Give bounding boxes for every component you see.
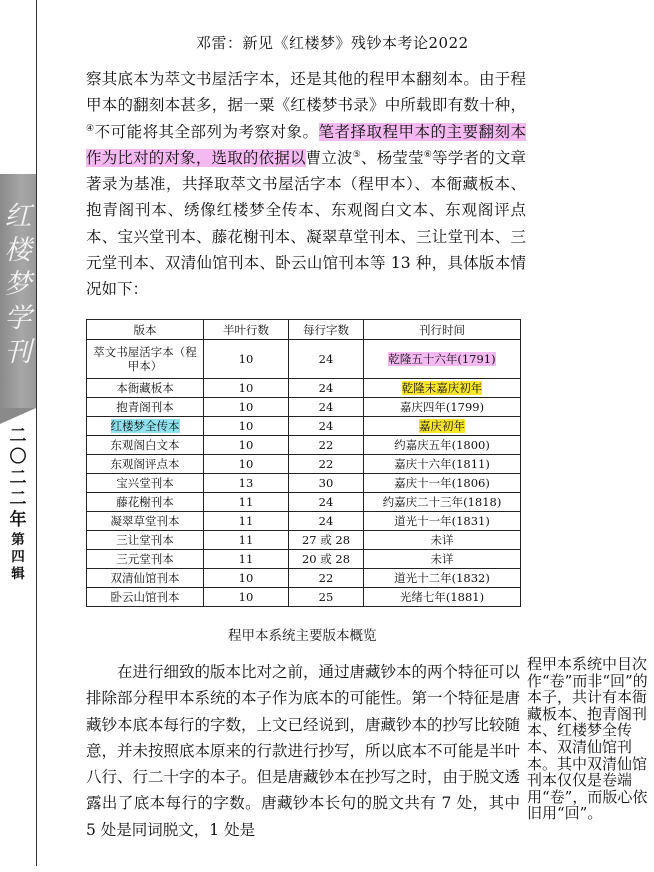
lines-per-half-leaf-cell-text: 10 — [238, 571, 254, 585]
lines-per-half-leaf-cell-text: 13 — [238, 476, 254, 490]
chars-per-line-cell-text: 20 或 28 — [301, 552, 351, 566]
publication-date-cell-text: 未详 — [430, 533, 454, 547]
lines-per-half-leaf-cell-text: 11 — [238, 533, 254, 547]
year-char: 〇 — [9, 447, 27, 467]
edition-name-cell-text: 东观阁白文本 — [110, 438, 180, 452]
lines-per-half-leaf-cell — [204, 512, 289, 531]
edition-name-cell — [87, 588, 204, 607]
chars-per-line-cell — [289, 436, 364, 455]
year-char: 二 — [9, 468, 27, 488]
publication-date-cell — [364, 493, 521, 512]
lines-per-half-leaf-cell-text: 10 — [238, 352, 254, 366]
para1-text: 等学者的文章著录为基准，共择取萃文书屋活字本（程甲本）、本衙藏板本、抱青阁刊本、绣像红楼梦全传本、东观阁白文本、东观阁评点本、宝兴堂刊本、藤花榭刊本、凝翠草堂刊本、三让堂刊本、三元堂刊本、双清仙馆刊本、卧云山馆刊本等 13 种，具体版本情况如下： — [86, 148, 526, 299]
publication-date-cell-text: 嘉庆十一年(1806) — [394, 476, 490, 490]
publication-date-cell-text: 约嘉庆二十三年(1818) — [382, 495, 502, 509]
body-paragraph-2: 在进行细致的版本比对之前，通过唐藏钞本的两个特征可以排除部分程甲本系统的本子作为底本的可能性。第一个特征是唐藏钞本底本每行的字数，上文已经说到，唐藏钞本的抄写比较随意，并未按照底本原来的行款进行抄写，所以底本不可能是半叶八行、行二十字的本子。但是唐藏钞本在抄写之时，由于脱文透露出了底本每行的字数。唐藏钞本长句的脱文共有 7 处，其中 5 处是同词脱文，1 处是 — [86, 663, 521, 839]
table-row — [87, 474, 521, 493]
lines-per-half-leaf-cell-text: 11 — [238, 514, 254, 528]
lines-per-half-leaf-cell-text: 10 — [238, 438, 254, 452]
lines-per-half-leaf-cell-text: 11 — [238, 495, 254, 509]
publication-date-cell-text: 嘉庆十六年(1811) — [394, 457, 490, 471]
publication-date-cell — [364, 531, 521, 550]
lines-per-half-leaf-cell-text: 10 — [238, 590, 254, 604]
lines-per-half-leaf-cell — [204, 417, 289, 436]
chars-per-line-cell-text: 22 — [318, 571, 334, 585]
lines-per-half-leaf-cell-text: 11 — [238, 552, 254, 566]
edition-name-cell — [87, 550, 204, 569]
journal-title-char: 学 — [4, 303, 32, 334]
chars-per-line-cell-text: 30 — [318, 476, 334, 490]
page-edge-line — [36, 0, 37, 866]
publication-date-cell — [364, 340, 521, 379]
publication-date-cell-text: 乾隆末嘉庆初年 — [401, 381, 483, 395]
chars-per-line-cell-text: 27 或 28 — [301, 533, 351, 547]
table-row — [87, 493, 521, 512]
table-row — [87, 436, 521, 455]
chars-per-line-cell — [289, 474, 364, 493]
publication-date-cell-text: 嘉庆四年(1799) — [399, 400, 485, 414]
table-row — [87, 512, 521, 531]
publication-date-cell — [364, 569, 521, 588]
chars-per-line-cell — [289, 379, 364, 398]
publication-date-cell-text: 乾隆五十六年(1791) — [388, 352, 496, 366]
publication-date-cell-text: 光绪七年(1881) — [399, 590, 485, 604]
running-header: 邓雷：新见《红楼梦》残钞本考论2022 — [196, 34, 469, 52]
para1-text: 曹立波 — [305, 148, 353, 167]
publication-date-cell — [364, 398, 521, 417]
lines-per-half-leaf-cell — [204, 588, 289, 607]
highlighted-sentence: 笔者择取程甲本的主要翻刻本作为比对的对象，选取的依据以 — [86, 122, 526, 167]
year-char: 二 — [9, 426, 27, 446]
table-row — [87, 531, 521, 550]
chars-per-line-cell-text: 24 — [318, 400, 334, 414]
edition-name-cell-text: 双清仙馆刊本 — [110, 571, 180, 585]
para1-text: 察其底本为萃文书屋活字本，还是其他的程甲本翻刻本。由于程甲本的翻刻本甚多，据一粟《红楼梦书录》中所载即有数十种， — [86, 70, 526, 115]
lines-per-half-leaf-cell — [204, 531, 289, 550]
edition-name-cell-text: 红楼梦全传本 — [110, 419, 180, 433]
editions-table — [86, 319, 521, 607]
edition-name-cell-text: 藤花榭刊本 — [116, 495, 174, 509]
lines-per-half-leaf-cell-text: 10 — [238, 457, 254, 471]
column-header: 版本 — [87, 320, 204, 340]
edition-name-cell — [87, 340, 204, 379]
edition-name-cell — [87, 474, 204, 493]
chars-per-line-cell — [289, 417, 364, 436]
column-header: 刊行时间 — [364, 320, 521, 340]
lines-per-half-leaf-cell — [204, 398, 289, 417]
column-header: 半叶行数 — [204, 320, 289, 340]
journal-title-char: 楼 — [4, 235, 32, 266]
table-row — [87, 379, 521, 398]
publication-date-cell — [364, 474, 521, 493]
journal-title-char: 刊 — [4, 337, 32, 368]
edition-name-cell — [87, 493, 204, 512]
publication-date-cell — [364, 436, 521, 455]
lines-per-half-leaf-cell-text: 10 — [238, 381, 254, 395]
table-caption: 程甲本系统主要版本概览 — [228, 628, 377, 644]
issue-char: 辑 — [11, 566, 25, 582]
edition-name-cell-text: 本衙藏板本 — [116, 381, 174, 395]
chars-per-line-cell-text: 24 — [318, 381, 334, 395]
publication-date-cell-text: 嘉庆初年 — [419, 419, 465, 433]
lines-per-half-leaf-cell-text: 10 — [238, 419, 254, 433]
chars-per-line-cell — [289, 455, 364, 474]
lines-per-half-leaf-cell-text: 10 — [238, 400, 254, 414]
edition-name-cell — [87, 512, 204, 531]
publication-date-cell-text: 道光十二年(1832) — [394, 571, 490, 585]
edition-name-cell — [87, 531, 204, 550]
chars-per-line-cell-text: 24 — [318, 352, 334, 366]
publication-date-cell-text: 未详 — [430, 552, 454, 566]
para1-text: 不可能将其全部列为考察对象。 — [94, 122, 319, 141]
journal-year-vertical — [5, 426, 31, 531]
edition-name-cell-text: 三让堂刊本 — [116, 533, 174, 547]
edition-name-cell — [87, 417, 204, 436]
edition-name-cell-text: 三元堂刊本 — [116, 552, 174, 566]
chars-per-line-cell-text: 22 — [318, 438, 334, 452]
publication-date-cell-text: 约嘉庆五年(1800) — [394, 438, 490, 452]
lines-per-half-leaf-cell — [204, 379, 289, 398]
publication-date-cell — [364, 550, 521, 569]
journal-title-char: 梦 — [4, 269, 32, 300]
edition-name-cell — [87, 436, 204, 455]
body-paragraph-1 — [86, 66, 526, 303]
edition-name-cell — [87, 455, 204, 474]
lines-per-half-leaf-cell — [204, 455, 289, 474]
publication-date-cell — [364, 417, 521, 436]
journal-issue-vertical — [5, 532, 31, 583]
chars-per-line-cell-text: 25 — [318, 590, 334, 604]
edition-name-cell-text: 萃文书屋活字本（程甲本） — [93, 345, 197, 373]
issue-char: 第 — [11, 532, 25, 548]
table-row — [87, 340, 521, 379]
lines-per-half-leaf-cell — [204, 550, 289, 569]
footnote-ref-6[interactable]: ⑥ — [423, 149, 433, 160]
chars-per-line-cell — [289, 569, 364, 588]
table-row — [87, 550, 521, 569]
edition-name-cell — [87, 379, 204, 398]
chars-per-line-cell — [289, 588, 364, 607]
chars-per-line-cell-text: 22 — [318, 457, 334, 471]
table-row — [87, 398, 521, 417]
edition-name-cell-text: 宝兴堂刊本 — [116, 476, 174, 490]
table-row — [87, 588, 521, 607]
publication-date-cell-text: 道光十一年(1831) — [394, 514, 490, 528]
publication-date-cell — [364, 512, 521, 531]
chars-per-line-cell — [289, 398, 364, 417]
issue-char: 四 — [11, 549, 25, 565]
edition-name-cell-text: 抱青阁刊本 — [116, 400, 174, 414]
table-row — [87, 417, 521, 436]
lines-per-half-leaf-cell — [204, 493, 289, 512]
edition-name-cell-text: 东观阁评点本 — [110, 457, 180, 471]
table-row — [87, 455, 521, 474]
chars-per-line-cell — [289, 512, 364, 531]
year-char: 二 — [9, 489, 27, 509]
column-header: 每行字数 — [289, 320, 364, 340]
publication-date-cell — [364, 455, 521, 474]
chars-per-line-cell-text: 24 — [318, 495, 334, 509]
edition-name-cell — [87, 569, 204, 588]
lines-per-half-leaf-cell — [204, 474, 289, 493]
table-row — [87, 569, 521, 588]
lines-per-half-leaf-cell — [204, 340, 289, 379]
chars-per-line-cell — [289, 340, 364, 379]
edition-name-cell-text: 凝翠草堂刊本 — [110, 514, 180, 528]
footnote-ref-5[interactable]: ⑤ — [352, 149, 361, 160]
publication-date-cell — [364, 588, 521, 607]
side-annotation: 程甲本系统中目次作“卷”而非“回”的本子，共计有本衙藏板本、抱青阁刊本、红楼梦全传本、双清仙馆刊本。其中双清仙馆刊本仅仅是卷端用“卷”，而版心依旧用“回”。 — [527, 655, 648, 823]
lines-per-half-leaf-cell — [204, 569, 289, 588]
footnote-ref-4[interactable]: ④ — [86, 123, 95, 134]
year-char: 年 — [9, 510, 27, 530]
table-header-row — [87, 320, 521, 340]
table-body — [87, 340, 521, 607]
chars-per-line-cell — [289, 493, 364, 512]
edition-name-cell — [87, 398, 204, 417]
lines-per-half-leaf-cell — [204, 436, 289, 455]
journal-title-char: 红 — [4, 201, 32, 232]
journal-title-vertical — [3, 200, 33, 370]
para1-text: 、杨莹莹 — [361, 148, 424, 167]
chars-per-line-cell-text: 24 — [318, 419, 334, 433]
chars-per-line-cell — [289, 531, 364, 550]
edition-name-cell-text: 卧云山馆刊本 — [110, 590, 180, 604]
publication-date-cell — [364, 379, 521, 398]
chars-per-line-cell — [289, 550, 364, 569]
chars-per-line-cell-text: 24 — [318, 514, 334, 528]
